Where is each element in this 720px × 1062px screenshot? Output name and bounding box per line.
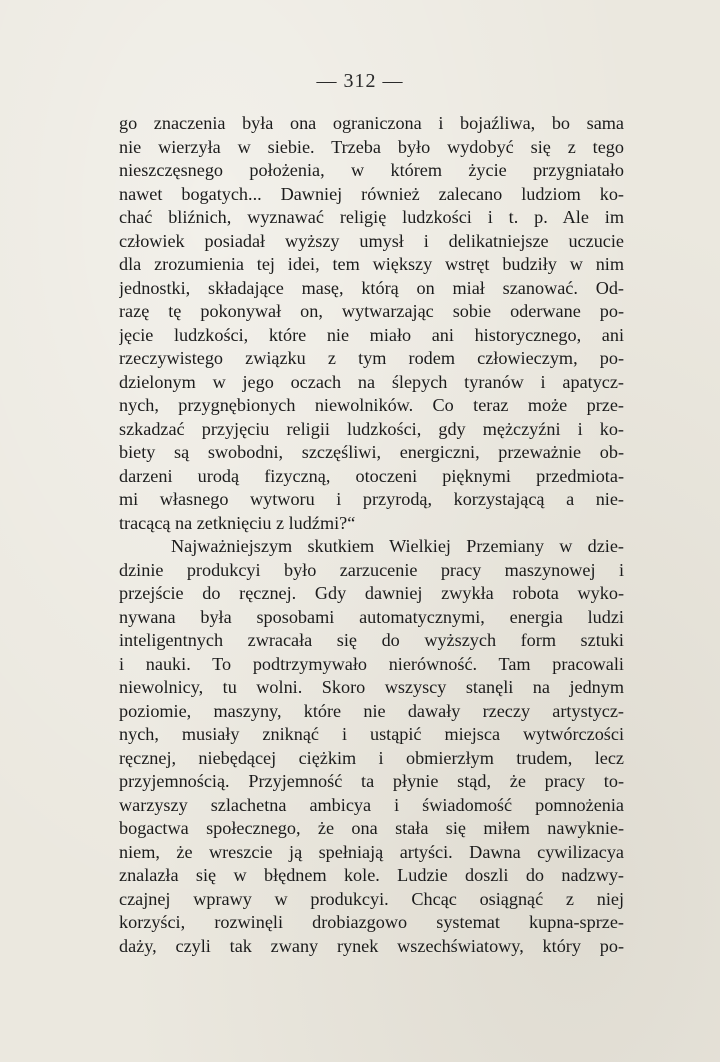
paragraph-start-line: Najważniejszym skutkiem Wielkiej Przemiany w dzie- — [171, 536, 624, 556]
text-line: szkadzać przyjęciu religii ludzkości, gdy mężczyźni i ko- — [119, 418, 624, 439]
page-number: — 312 — — [316, 70, 404, 92]
text-line: poziomie, maszyny, które nie dawały rzeczy artystycz- — [119, 700, 624, 721]
text-line: nych, przygnębionych niewolników. Co teraz może prze- — [119, 395, 624, 415]
paragraph-end-line: tracącą na zetknięciu z ludźmi?“ — [119, 512, 356, 533]
text-line: i nauki. To podtrzymywało nierówność. Tam pracowali — [119, 653, 624, 674]
text-line: ręcznej, niebędącej ciężkim i obmierzłym trudem, lecz — [119, 747, 624, 768]
text-line: jednostki, składające masę, którą on miał szanować. Od- — [119, 277, 624, 298]
text-line: nych, musiały zniknąć i ustąpić miejsca wytwórczości — [119, 724, 624, 744]
text-line: dzinie produkcyi było zarzucenie pracy maszynowej i — [119, 559, 624, 580]
text-line: chać bliźnich, wyznawać religię ludzkości i t. p. Ale im — [119, 207, 624, 227]
text-line: niewolnicy, tu wolni. Skoro wszyscy stanęli na jednym — [119, 677, 624, 697]
text-line: znalazła się w błędnem kole. Ludzie doszli do nadzwy- — [119, 865, 624, 885]
text-line: mi własnego wytworu i przyrodą, korzystającą a nie- — [119, 489, 624, 509]
text-line: przejście do ręcznej. Gdy dawniej zwykła robota wyko- — [119, 583, 624, 603]
text-line: nawet bogatych... Dawniej również zalecano ludziom ko- — [119, 183, 624, 204]
text-line: nywana była sposobami automatycznymi, energia ludzi — [119, 606, 624, 627]
text-line: jęcie ludzkości, które nie miało ani historycznego, ani — [119, 324, 624, 345]
text-line: nie wierzyła w siebie. Trzeba było wydobyć się z tego — [119, 136, 624, 157]
text-line: niem, że wreszcie ją spełniają artyści. Dawna cywilizacya — [119, 841, 624, 862]
text-line: czajnej wprawy w produkcyi. Chcąc osiągnąć z niej — [119, 888, 624, 909]
text-line: inteligentnych zwracała się do wyższych form sztuki — [119, 630, 624, 650]
text-line: bogactwa społecznego, że ona stała się miłem nawyknie- — [119, 818, 624, 838]
text-line: człowiek posiadał wyższy umysł i delikatniejsze uczucie — [119, 230, 624, 251]
text-line: darzeni urodą fizyczną, otoczeni pięknymi przedmiota- — [119, 465, 624, 486]
text-line: warzyszy szlachetna ambicya i świadomość pomnożenia — [119, 794, 624, 815]
text-line: daży, czyli tak zwany rynek wszechświatowy, który po- — [119, 935, 624, 956]
body-text — [119, 112, 624, 958]
text-line: biety są swobodni, szczęśliwi, energiczni, przeważnie ob- — [119, 442, 624, 462]
text-line: go znaczenia była ona ograniczona i bojaźliwa, bo sama — [119, 113, 624, 133]
text-line: przyjemnością. Przyjemność ta płynie stąd, że pracy to- — [119, 771, 624, 791]
text-line: dla zrozumienia tej idei, tem większy wstręt budziły w nim — [119, 254, 624, 274]
text-line: razę tę pokonywał on, wytwarzając sobie oderwane po- — [119, 301, 624, 321]
text-line: rzeczywistego związku z tym rodem człowieczym, po- — [119, 348, 624, 368]
text-line: nieszczęsnego położenia, w którem życie przygniatało — [119, 160, 624, 180]
text-line: dzielonym w jego oczach na ślepych tyranów i apatycz- — [119, 371, 624, 392]
text-line: korzyści, rozwinęli drobiazgowo systemat kupna-sprze- — [119, 912, 624, 932]
